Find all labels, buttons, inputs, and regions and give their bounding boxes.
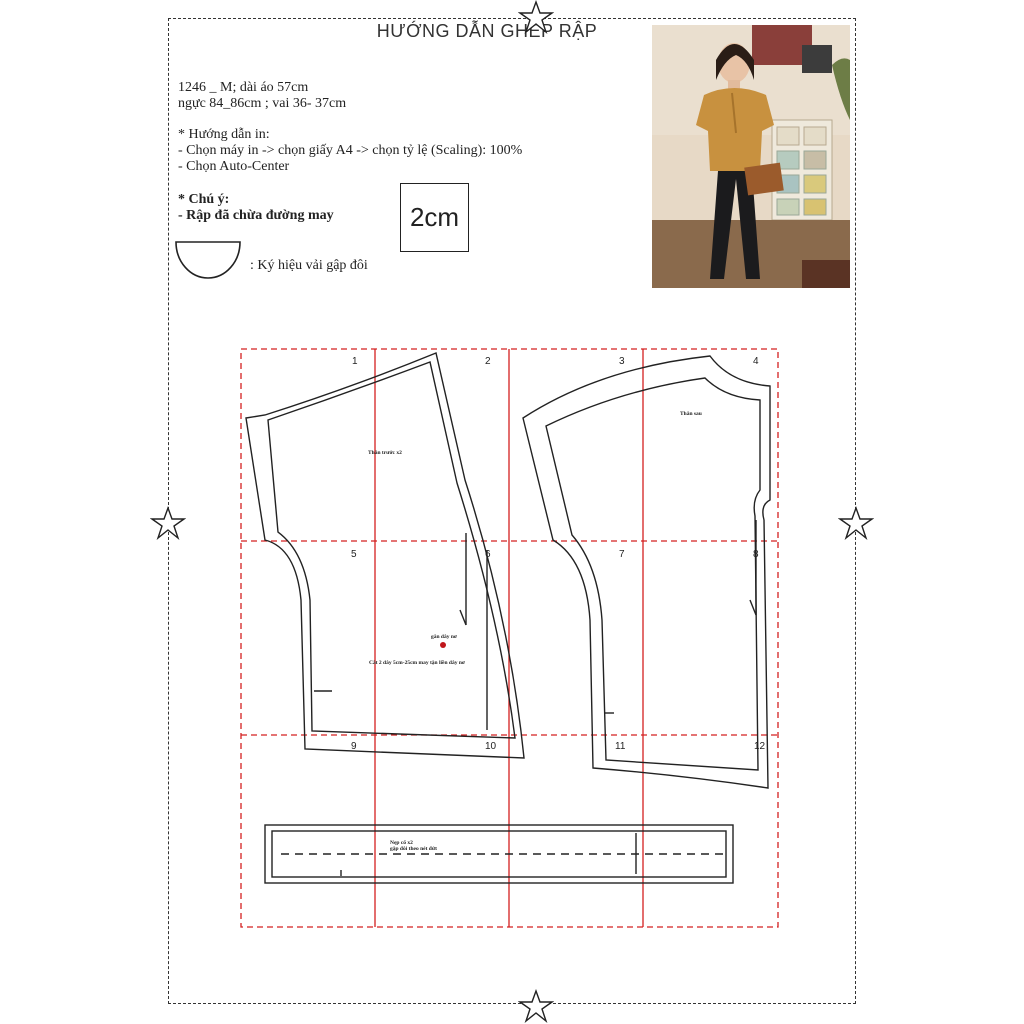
- print-guide-step-1: - Chọn máy in -> chọn giấy A4 -> chọn tỷ lệ (Scaling): 100%: [178, 143, 523, 158]
- scale-reference-box: 2cm: [400, 183, 469, 252]
- collar-band-piece: [265, 825, 733, 883]
- page-number: 1: [352, 356, 358, 367]
- tie-attachment-dot: [440, 642, 446, 648]
- front-piece-label: Thân trước x2: [368, 450, 402, 456]
- star-icon: [150, 506, 186, 540]
- page-number: 5: [351, 549, 357, 560]
- star-icon: [518, 989, 554, 1023]
- tie-point-label: gắn dây nơ: [431, 634, 457, 640]
- collar-piece-label: Nẹp cổ x2: [390, 840, 413, 846]
- page-number: 6: [485, 549, 491, 560]
- collar-fold-note: gập đôi theo nét đứt: [390, 846, 437, 852]
- seam-allowance-note: - Rập đã chừa đường may: [178, 208, 334, 223]
- page-number: 2: [485, 356, 491, 367]
- size-spec: 1246 _ M; dài áo 57cm: [178, 80, 309, 95]
- page-number: 11: [615, 741, 626, 752]
- page-number: 7: [619, 549, 625, 560]
- back-piece-label: Thân sau: [680, 411, 702, 417]
- page-number: 4: [753, 356, 759, 367]
- page-number: 8: [753, 549, 759, 560]
- front-bodice-piece: [246, 353, 524, 758]
- measurement-spec: ngực 84_86cm ; vai 36- 37cm: [178, 96, 347, 111]
- print-guide-heading: * Hướng dẫn in:: [178, 127, 270, 142]
- print-guide-step-2: - Chọn Auto-Center: [178, 159, 290, 174]
- page-number: 9: [351, 741, 357, 752]
- page-title: HƯỚNG DẪN GHÉP RẬP: [376, 21, 598, 41]
- page-number: 10: [485, 741, 497, 752]
- page-number: 3: [619, 356, 625, 367]
- back-bodice-piece: [523, 356, 770, 788]
- star-icon: [518, 0, 554, 34]
- page-number: 12: [754, 741, 766, 752]
- star-icon: [838, 506, 874, 540]
- note-heading: * Chú ý:: [178, 192, 230, 207]
- fold-symbol-legend: : Ký hiệu vải gập đôi: [250, 258, 368, 273]
- tie-note: Cắt 2 dây 5cm-25cm may tận liền dây nơ: [369, 660, 465, 666]
